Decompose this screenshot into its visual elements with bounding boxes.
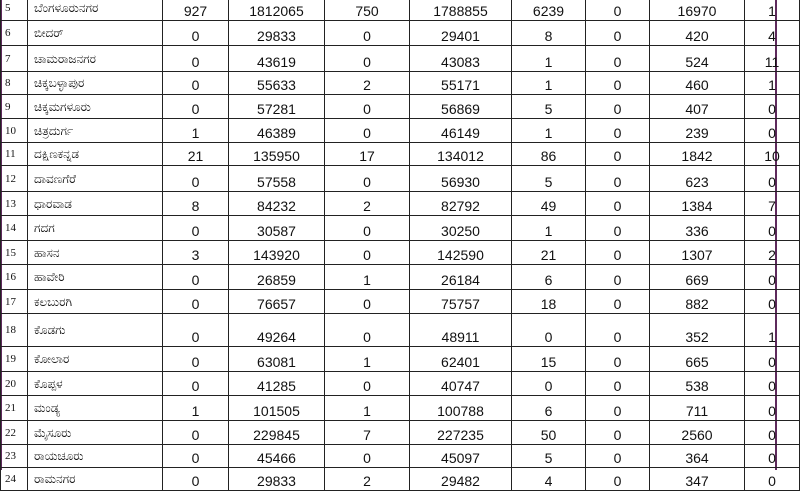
cell: 6239	[512, 0, 586, 21]
district-name: ದಕ್ಷಿಣಕನ್ನಡ	[28, 143, 163, 166]
row-number: 5	[1, 0, 28, 21]
cell: 29833	[229, 468, 325, 491]
cell: 8	[512, 21, 586, 46]
cell: 30587	[229, 216, 325, 241]
table-row	[1, 216, 800, 241]
row-number: 24	[1, 468, 28, 491]
table-row	[1, 265, 800, 290]
cell: 0	[163, 95, 229, 119]
cell: 0	[745, 372, 800, 396]
district-name: ಕಲಬುರಗಿ	[28, 290, 163, 314]
row-number: 19	[1, 347, 28, 372]
cell: 4	[512, 468, 586, 491]
cell: 45466	[229, 445, 325, 468]
cell: 0	[586, 265, 650, 290]
cell: 0	[586, 143, 650, 166]
cell: 336	[650, 216, 745, 241]
cell: 76657	[229, 290, 325, 314]
cell: 43619	[229, 46, 325, 72]
cell: 29482	[410, 468, 512, 491]
cell: 0	[163, 265, 229, 290]
cell: 0	[586, 290, 650, 314]
cell: 711	[650, 396, 745, 421]
row-number: 11	[1, 143, 28, 166]
table-row	[1, 347, 800, 372]
cell: 0	[586, 241, 650, 265]
row-number: 10	[1, 119, 28, 143]
district-name: ಚಿಕ್ಕಮಗಳೂರು	[28, 95, 163, 119]
cell: 0	[163, 72, 229, 95]
cell: 524	[650, 46, 745, 72]
cell: 62401	[410, 347, 512, 372]
cell: 1842	[650, 143, 745, 166]
cell: 0	[745, 166, 800, 192]
row-number: 18	[1, 314, 28, 347]
cell: 1788855	[410, 0, 512, 21]
row-number: 21	[1, 396, 28, 421]
cell: 0	[512, 314, 586, 347]
cell: 0	[586, 421, 650, 445]
cell: 57558	[229, 166, 325, 192]
cell: 0	[325, 166, 410, 192]
table-row	[1, 143, 800, 166]
row-number: 13	[1, 192, 28, 216]
cell: 420	[650, 21, 745, 46]
cell: 4	[745, 21, 800, 46]
district-name: ಕೊಪ್ಪಳ	[28, 372, 163, 396]
row-number: 23	[1, 445, 28, 468]
table-row	[1, 314, 800, 347]
cell: 1	[745, 72, 800, 95]
table-row	[1, 95, 800, 119]
cell: 0	[745, 119, 800, 143]
cell: 0	[325, 445, 410, 468]
table-row	[1, 372, 800, 396]
cell: 0	[163, 347, 229, 372]
cell: 49264	[229, 314, 325, 347]
district-name: ಹಾವೇರಿ	[28, 265, 163, 290]
district-name: ಚಿಕ್ಕಬಳ್ಳಾಪುರ	[28, 72, 163, 95]
cell: 1	[163, 119, 229, 143]
district-name: ರಾಮನಗರ	[28, 468, 163, 491]
table-row	[1, 0, 800, 21]
cell: 143920	[229, 241, 325, 265]
row-number: 15	[1, 241, 28, 265]
district-name: ಬೆಂಗಳೂರುನಗರ	[28, 0, 163, 21]
cell: 5	[512, 95, 586, 119]
cell: 45097	[410, 445, 512, 468]
table-row	[1, 468, 800, 491]
cell: 1	[745, 314, 800, 347]
cell: 0	[586, 347, 650, 372]
cell: 0	[163, 445, 229, 468]
cell: 0	[325, 314, 410, 347]
cell: 0	[512, 372, 586, 396]
district-name: ಮೈಸೂರು	[28, 421, 163, 445]
cell: 84232	[229, 192, 325, 216]
row-number: 14	[1, 216, 28, 241]
cell: 56869	[410, 95, 512, 119]
row-number: 20	[1, 372, 28, 396]
cell: 0	[325, 119, 410, 143]
cell: 21	[163, 143, 229, 166]
cell: 142590	[410, 241, 512, 265]
cell: 5	[512, 445, 586, 468]
cell: 0	[586, 0, 650, 21]
cell: 1	[163, 396, 229, 421]
cell: 0	[163, 421, 229, 445]
cell: 0	[325, 290, 410, 314]
row-number: 22	[1, 421, 28, 445]
cell: 0	[745, 290, 800, 314]
cell: 0	[586, 314, 650, 347]
district-name: ಗದಗ	[28, 216, 163, 241]
table-row	[1, 290, 800, 314]
cell: 0	[325, 216, 410, 241]
cell: 0	[325, 95, 410, 119]
district-name: ಬೀದರ್	[28, 21, 163, 46]
cell: 101505	[229, 396, 325, 421]
row-number: 8	[1, 72, 28, 95]
cell: 48911	[410, 314, 512, 347]
cell: 41285	[229, 372, 325, 396]
cell: 0	[163, 290, 229, 314]
cell: 29833	[229, 21, 325, 46]
cell: 0	[745, 445, 800, 468]
cell: 0	[163, 166, 229, 192]
cell: 239	[650, 119, 745, 143]
cell: 460	[650, 72, 745, 95]
cell: 2560	[650, 421, 745, 445]
cell: 1384	[650, 192, 745, 216]
cell: 1	[512, 119, 586, 143]
cell: 7	[745, 192, 800, 216]
district-name: ದಾವಣಗೆರೆ	[28, 166, 163, 192]
cell: 10	[745, 143, 800, 166]
cell: 86	[512, 143, 586, 166]
cell: 43083	[410, 46, 512, 72]
table-row	[1, 46, 800, 72]
cell: 0	[586, 216, 650, 241]
cell: 135950	[229, 143, 325, 166]
cell: 0	[325, 241, 410, 265]
cell: 227235	[410, 421, 512, 445]
cell: 134012	[410, 143, 512, 166]
table-row	[1, 192, 800, 216]
cell: 26859	[229, 265, 325, 290]
cell: 538	[650, 372, 745, 396]
cell: 229845	[229, 421, 325, 445]
cell: 0	[745, 265, 800, 290]
district-name: ಮಂಡ್ಯ	[28, 396, 163, 421]
cell: 1	[325, 347, 410, 372]
cell: 1307	[650, 241, 745, 265]
cell: 0	[163, 46, 229, 72]
cell: 0	[745, 95, 800, 119]
cell: 882	[650, 290, 745, 314]
cell: 40747	[410, 372, 512, 396]
cell: 63081	[229, 347, 325, 372]
cell: 750	[325, 0, 410, 21]
table-row	[1, 396, 800, 421]
table-row	[1, 421, 800, 445]
cell: 1	[512, 46, 586, 72]
row-number: 16	[1, 265, 28, 290]
cell: 1	[325, 396, 410, 421]
cell: 1812065	[229, 0, 325, 21]
cell: 2	[325, 72, 410, 95]
district-name: ಹಾಸನ	[28, 241, 163, 265]
table-row	[1, 166, 800, 192]
cell: 6	[512, 396, 586, 421]
cell: 1	[512, 216, 586, 241]
row-number: 9	[1, 95, 28, 119]
cell: 56930	[410, 166, 512, 192]
district-name: ರಾಯಚೂರು	[28, 445, 163, 468]
cell: 50	[512, 421, 586, 445]
cell: 0	[745, 396, 800, 421]
cell: 0	[586, 21, 650, 46]
cell: 11	[745, 46, 800, 72]
district-name: ಚಿತ್ರದುರ್ಗ	[28, 119, 163, 143]
cell: 0	[586, 372, 650, 396]
cell: 0	[586, 166, 650, 192]
cell: 2	[745, 241, 800, 265]
cell: 1	[325, 265, 410, 290]
cell: 0	[325, 21, 410, 46]
cell: 0	[586, 192, 650, 216]
cell: 0	[745, 347, 800, 372]
cell: 100788	[410, 396, 512, 421]
cell: 0	[163, 314, 229, 347]
cell: 8	[163, 192, 229, 216]
cell: 0	[586, 46, 650, 72]
cell: 665	[650, 347, 745, 372]
cell: 46389	[229, 119, 325, 143]
cell: 55171	[410, 72, 512, 95]
cell: 347	[650, 468, 745, 491]
cell: 18	[512, 290, 586, 314]
cell: 29401	[410, 21, 512, 46]
cell: 407	[650, 95, 745, 119]
cell: 2	[325, 192, 410, 216]
table-row	[1, 119, 800, 143]
row-number: 12	[1, 166, 28, 192]
cell: 0	[163, 216, 229, 241]
row-number: 7	[1, 46, 28, 72]
cell: 26184	[410, 265, 512, 290]
district-name: ಕೊಡಗು	[28, 314, 163, 347]
cell: 0	[163, 468, 229, 491]
cell: 5	[512, 166, 586, 192]
cell: 17	[325, 143, 410, 166]
district-name: ಧಾರವಾಡ	[28, 192, 163, 216]
cell: 0	[586, 445, 650, 468]
cell: 6	[512, 265, 586, 290]
cell: 364	[650, 445, 745, 468]
table-row	[1, 445, 800, 468]
cell: 352	[650, 314, 745, 347]
cell: 15	[512, 347, 586, 372]
row-number: 6	[1, 21, 28, 46]
cell: 0	[325, 46, 410, 72]
cell: 75757	[410, 290, 512, 314]
cell: 55633	[229, 72, 325, 95]
cell: 0	[586, 95, 650, 119]
cell: 623	[650, 166, 745, 192]
cell: 3	[163, 241, 229, 265]
district-name: ಕೋಲಾರ	[28, 347, 163, 372]
table-row	[1, 241, 800, 265]
cell: 0	[586, 119, 650, 143]
cell: 0	[586, 468, 650, 491]
cell: 57281	[229, 95, 325, 119]
table-row	[1, 72, 800, 95]
cell: 2	[325, 468, 410, 491]
cell: 46149	[410, 119, 512, 143]
cell: 1	[512, 72, 586, 95]
cell: 21	[512, 241, 586, 265]
cell: 1	[745, 0, 800, 21]
cell: 16970	[650, 0, 745, 21]
cell: 7	[325, 421, 410, 445]
cell: 0	[745, 421, 800, 445]
cell: 0	[163, 372, 229, 396]
cell: 0	[325, 372, 410, 396]
cell: 0	[745, 468, 800, 491]
cell: 0	[163, 21, 229, 46]
cell: 0	[745, 216, 800, 241]
cell: 0	[586, 72, 650, 95]
cell: 82792	[410, 192, 512, 216]
cell: 0	[586, 396, 650, 421]
district-name: ಚಾಮರಾಜನಗರ	[28, 46, 163, 72]
table-body	[1, 0, 800, 491]
row-number: 17	[1, 290, 28, 314]
cell: 669	[650, 265, 745, 290]
cell: 49	[512, 192, 586, 216]
table-row	[1, 21, 800, 46]
cell: 927	[163, 0, 229, 21]
cell: 30250	[410, 216, 512, 241]
